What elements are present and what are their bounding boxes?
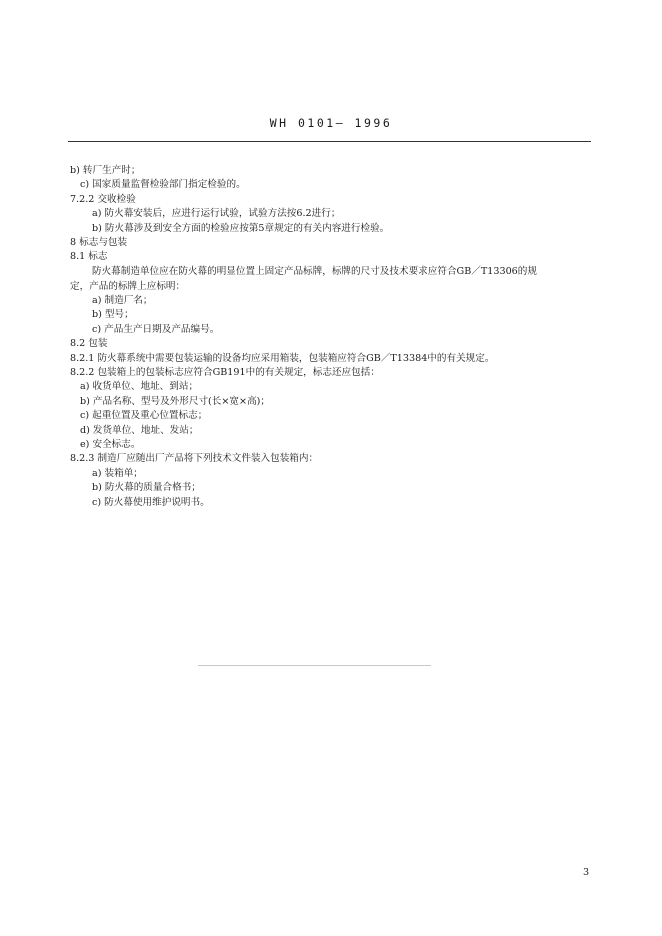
list-item: b) 型号； (92, 309, 134, 320)
list-item: c) 国家质量监督检验部门指定检验的。 (80, 179, 246, 190)
page-number: 3 (583, 867, 590, 878)
list-item: a) 制造厂名； (92, 295, 153, 306)
list-item: e) 安全标志。 (80, 439, 141, 450)
list-item: c) 产品生产日期及产品编号。 (92, 324, 220, 335)
section-heading: 8.2.2 包装箱上的包装标志应符合GB191中的有关规定，标志还应包括： (70, 367, 380, 378)
section-heading: 8.2.1 防火幕系统中需要包装运输的设备均应采用箱装，包装箱应符合GB／T13384中的有关规定。 (70, 353, 495, 364)
list-item: c) 起重位置及重心位置标志； (80, 410, 208, 421)
section-heading: 8.2.3 制造厂应随出厂产品将下列技术文件装入包装箱内： (70, 453, 319, 464)
header-divider (68, 141, 591, 142)
list-item: a) 装箱单； (92, 468, 143, 479)
paragraph-line: 防火幕制造单位应在防火幕的明显位置上固定产品标牌，标牌的尺寸及技术要求应符合GB／T13306的规 (92, 266, 537, 277)
section-heading: 8.1 标志 (70, 251, 108, 262)
section-heading: 8 标志与包装 (70, 237, 128, 248)
list-item: a) 收货单位、地址、到站； (80, 381, 199, 392)
document-code: WH 0101— 1996 (269, 116, 393, 130)
list-item: b) 转厂生产时； (70, 165, 141, 176)
section-heading: 7.2.2 交收检验 (70, 194, 136, 205)
list-item: c) 防火幕使用维护说明书。 (92, 497, 210, 508)
list-item: b) 防火幕的质量合格书； (92, 482, 201, 493)
section-heading: 8.2 包装 (70, 338, 108, 349)
end-divider (198, 665, 431, 666)
list-item: d) 发货单位、地址、发站； (80, 425, 199, 436)
list-item: b) 防火幕涉及到安全方面的检验应按第5章规定的有关内容进行检验。 (92, 223, 390, 234)
list-item: a) 防火幕安装后，应进行运行试验，试验方法按6.2进行； (92, 208, 341, 219)
list-item: b) 产品名称、型号及外形尺寸(长×宽×高)； (80, 396, 270, 407)
paragraph-line: 定，产品的标牌上应标明： (70, 281, 186, 292)
